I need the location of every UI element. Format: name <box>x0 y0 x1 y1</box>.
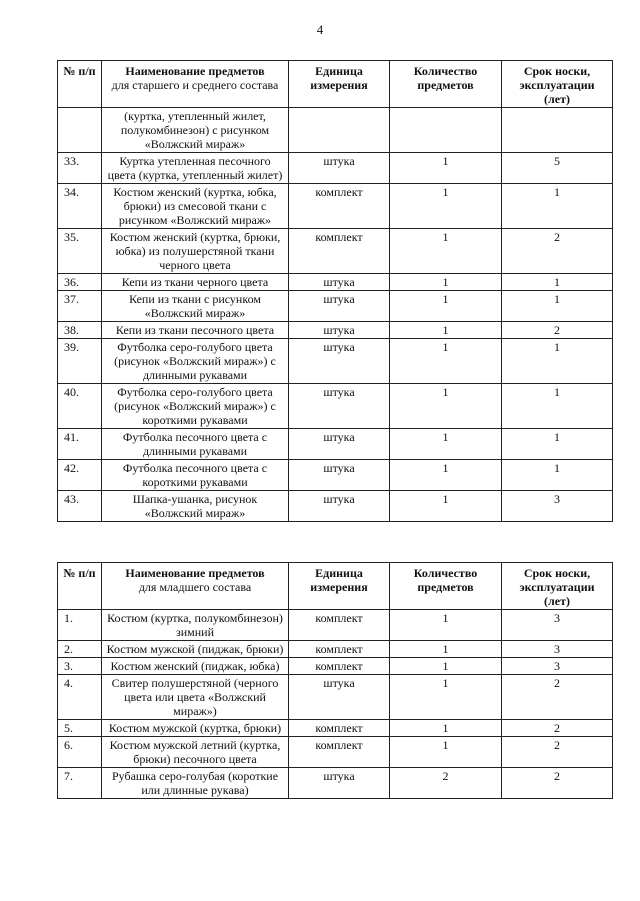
table-row <box>58 229 613 274</box>
cell-unit: комплект <box>289 229 390 274</box>
cell-unit: штука <box>289 768 390 799</box>
cell-name: Костюм женский (куртка, юбка, брюки) из смесовой ткани с рисунком «Волжский мираж» <box>102 184 289 229</box>
cell-num: 7. <box>58 768 102 799</box>
table-header-row <box>58 61 613 108</box>
cell-qty: 2 <box>390 768 502 799</box>
cell-name: Футболка песочного цвета с длинными рукавами <box>102 429 289 460</box>
cell-unit: штука <box>289 491 390 522</box>
cell-qty: 1 <box>390 675 502 720</box>
cell-qty: 1 <box>390 274 502 291</box>
table-row <box>58 429 613 460</box>
cell-unit: комплект <box>289 641 390 658</box>
cell-name: Костюм мужской (куртка, брюки) <box>102 720 289 737</box>
cell-qty: 1 <box>390 322 502 339</box>
cell-qty: 1 <box>390 658 502 675</box>
table-row <box>58 675 613 720</box>
header-num: № п/п <box>58 563 102 610</box>
table-row <box>58 291 613 322</box>
cell-qty <box>390 108 502 153</box>
clothing-table-senior <box>57 60 613 522</box>
header-name-title: Наименование предметов <box>125 64 265 78</box>
table-row <box>58 184 613 229</box>
cell-unit: комплект <box>289 737 390 768</box>
cell-unit: штука <box>289 291 390 322</box>
cell-num: 1. <box>58 610 102 641</box>
cell-qty: 1 <box>390 384 502 429</box>
header-name <box>102 61 289 108</box>
cell-name: Костюм мужской (пиджак, брюки) <box>102 641 289 658</box>
cell-name: Кепи из ткани песочного цвета <box>102 322 289 339</box>
cell-num: 2. <box>58 641 102 658</box>
table-body-junior <box>58 610 613 799</box>
cell-qty: 1 <box>390 491 502 522</box>
cell-name: Кепи из ткани с рисунком «Волжский мираж» <box>102 291 289 322</box>
cell-num: 35. <box>58 229 102 274</box>
cell-num: 5. <box>58 720 102 737</box>
table-body-senior <box>58 108 613 522</box>
cell-term: 1 <box>502 274 613 291</box>
table-row <box>58 737 613 768</box>
cell-name: Кепи из ткани черного цвета <box>102 274 289 291</box>
cell-unit: штука <box>289 339 390 384</box>
cell-unit: штука <box>289 322 390 339</box>
cell-unit: штука <box>289 460 390 491</box>
cell-unit: штука <box>289 429 390 460</box>
cell-num: 4. <box>58 675 102 720</box>
table-row <box>58 658 613 675</box>
cell-num <box>58 108 102 153</box>
cell-term: 5 <box>502 153 613 184</box>
table-row <box>58 108 613 153</box>
cell-num: 40. <box>58 384 102 429</box>
cell-num: 43. <box>58 491 102 522</box>
cell-unit: штука <box>289 384 390 429</box>
cell-term: 3 <box>502 658 613 675</box>
table-row <box>58 339 613 384</box>
cell-qty: 1 <box>390 153 502 184</box>
table-row <box>58 460 613 491</box>
cell-name: (куртка, утепленный жилет, полукомбинезон) с рисунком «Волжский мираж» <box>102 108 289 153</box>
cell-num: 33. <box>58 153 102 184</box>
table-row <box>58 768 613 799</box>
cell-name: Футболка песочного цвета с короткими рукавами <box>102 460 289 491</box>
cell-unit: комплект <box>289 658 390 675</box>
cell-term: 1 <box>502 184 613 229</box>
cell-qty: 1 <box>390 229 502 274</box>
cell-term: 1 <box>502 291 613 322</box>
table-header-row <box>58 563 613 610</box>
header-name-title: Наименование предметов <box>125 566 265 580</box>
table-row <box>58 274 613 291</box>
table-row <box>58 491 613 522</box>
cell-num: 34. <box>58 184 102 229</box>
cell-qty: 1 <box>390 460 502 491</box>
cell-term: 2 <box>502 737 613 768</box>
cell-qty: 1 <box>390 339 502 384</box>
cell-term: 3 <box>502 491 613 522</box>
table-row <box>58 720 613 737</box>
cell-name: Костюм женский (пиджак, юбка) <box>102 658 289 675</box>
cell-term: 2 <box>502 229 613 274</box>
table-row <box>58 153 613 184</box>
cell-qty: 1 <box>390 291 502 322</box>
cell-term: 2 <box>502 322 613 339</box>
cell-term: 2 <box>502 720 613 737</box>
cell-term: 1 <box>502 460 613 491</box>
table-row <box>58 322 613 339</box>
header-unit: Единица измерения <box>289 563 390 610</box>
cell-term: 2 <box>502 768 613 799</box>
table-row <box>58 641 613 658</box>
header-term: Срок носки, эксплуатации (лет) <box>502 563 613 610</box>
cell-unit <box>289 108 390 153</box>
cell-name: Рубашка серо-голубая (короткие или длинные рукава) <box>102 768 289 799</box>
cell-term: 1 <box>502 384 613 429</box>
cell-name: Шапка-ушанка, рисунок «Волжский мираж» <box>102 491 289 522</box>
header-qty: Количество предметов <box>390 61 502 108</box>
cell-qty: 1 <box>390 737 502 768</box>
cell-unit: штука <box>289 153 390 184</box>
cell-name: Костюм (куртка, полукомбинезон) зимний <box>102 610 289 641</box>
cell-num: 38. <box>58 322 102 339</box>
header-name <box>102 563 289 610</box>
cell-name: Футболка серо-голубого цвета (рисунок «Волжский мираж») с короткими рукавами <box>102 384 289 429</box>
cell-name: Костюм женский (куртка, брюки, юбка) из полушерстяной ткани черного цвета <box>102 229 289 274</box>
header-term: Срок носки, эксплуатации (лет) <box>502 61 613 108</box>
cell-qty: 1 <box>390 429 502 460</box>
cell-qty: 1 <box>390 610 502 641</box>
cell-term: 1 <box>502 339 613 384</box>
table-row <box>58 384 613 429</box>
cell-qty: 1 <box>390 641 502 658</box>
cell-name: Костюм мужской летний (куртка, брюки) песочного цвета <box>102 737 289 768</box>
clothing-table-junior <box>57 562 613 799</box>
cell-num: 42. <box>58 460 102 491</box>
cell-num: 36. <box>58 274 102 291</box>
cell-name: Свитер полушерстяной (черного цвета или цвета «Волжский мираж») <box>102 675 289 720</box>
cell-num: 3. <box>58 658 102 675</box>
cell-unit: комплект <box>289 184 390 229</box>
cell-num: 39. <box>58 339 102 384</box>
cell-num: 37. <box>58 291 102 322</box>
cell-unit: штука <box>289 274 390 291</box>
cell-unit: комплект <box>289 610 390 641</box>
page-number: 4 <box>316 22 324 37</box>
cell-num: 41. <box>58 429 102 460</box>
cell-qty: 1 <box>390 184 502 229</box>
header-name-subtitle: для старшего и среднего состава <box>111 78 279 92</box>
cell-term: 1 <box>502 429 613 460</box>
cell-name: Куртка утепленная песочного цвета (куртка, утепленный жилет) <box>102 153 289 184</box>
header-unit: Единица измерения <box>289 61 390 108</box>
cell-num: 6. <box>58 737 102 768</box>
cell-qty: 1 <box>390 720 502 737</box>
cell-term: 3 <box>502 641 613 658</box>
header-num: № п/п <box>58 61 102 108</box>
cell-term: 3 <box>502 610 613 641</box>
cell-unit: штука <box>289 675 390 720</box>
header-name-subtitle: для младшего состава <box>138 580 252 594</box>
header-qty: Количество предметов <box>390 563 502 610</box>
cell-term <box>502 108 613 153</box>
table-row <box>58 610 613 641</box>
cell-name: Футболка серо-голубого цвета (рисунок «Волжский мираж») с длинными рукавами <box>102 339 289 384</box>
cell-unit: комплект <box>289 720 390 737</box>
cell-term: 2 <box>502 675 613 720</box>
